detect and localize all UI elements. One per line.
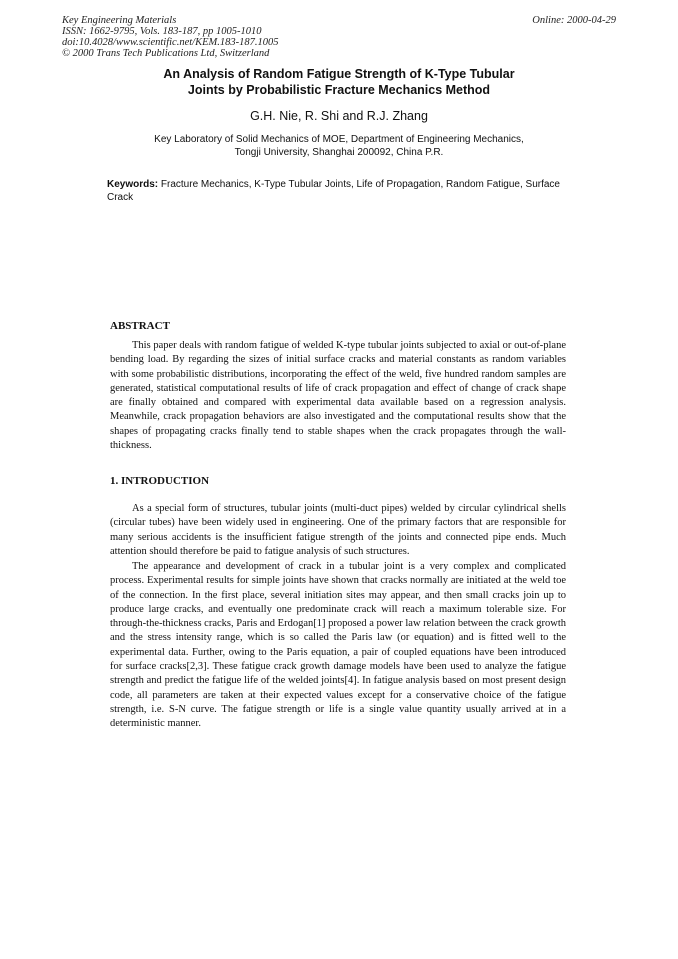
title-line-2: Joints by Probabilistic Fracture Mechanics Method xyxy=(187,83,491,97)
affiliation-line-1: Key Laboratory of Solid Mechanics of MOE, Department of Engineering Mechanics, xyxy=(154,134,524,145)
journal-issn: ISSN: 1662-9795, Vols. 183-187, pp 1005-1010 xyxy=(62,26,262,37)
title-line-1: An Analysis of Random Fatigue Strength of K-Type Tubular xyxy=(163,67,515,81)
journal-doi: doi:10.4028/www.scientific.net/KEM.183-187.1005 xyxy=(62,37,279,48)
affiliation xyxy=(0,133,678,159)
abstract-text: This paper deals with random fatigue of welded K-type tubular joints subjected to axial or out-of-plane bending load. By regarding the sizes of initial surface cracks and material constants as random variables with some probabilistic distributions, incorporating the effect of the weld, five hundred random samples are generated, statistical computational results of life of crack propagation and effect of change of crack shape are finally obtained and compared with experimental data available based on a regression analysis. Meanwhile, crack propagation behaviors are also investigated and the computational results show that the shapes of propagating cracks finally tend to stable shapes when the crack propagates through the wall-thickness. xyxy=(110,340,566,452)
intro-paragraph-1: As a special form of structures, tubular joints (multi-duct pipes) welded by circular cylindrical shells (circular tubes) have been widely used in engineering. One of the primary factors that are responsible for many serious accidents is the insufficient fatigue strength of the joints and connected pipe ends. Much attention should therefore be paid to fatigue analysis of such structures. xyxy=(110,503,566,557)
abstract-heading: ABSTRACT xyxy=(110,320,170,332)
journal-copyright: © 2000 Trans Tech Publications Ltd, Switzerland xyxy=(62,48,270,59)
journal-name: Key Engineering Materials xyxy=(62,15,177,26)
authors: G.H. Nie, R. Shi and R.J. Zhang xyxy=(250,109,428,123)
journal-info xyxy=(62,15,279,59)
paper-title xyxy=(0,66,678,98)
introduction-heading: 1. INTRODUCTION xyxy=(110,475,210,487)
keywords-text: Fracture Mechanics, K-Type Tubular Joints, Life of Propagation, Random Fatigue, Surface Crack xyxy=(107,179,560,203)
keywords xyxy=(107,178,577,204)
intro-paragraph-2: The appearance and development of crack in a tubular joint is a very complex and complicated process. Experimental results for simple joints have shown that cracks normally are initiated at the weld toe of the connection. In the first place, several initiation sites may appear, and then small cracks join up to produce large cracks, and eventually one predominate crack will reach a maximum tolerable size. For through-the-thickness cracks, Paris and Erdogan[1] proposed a power law relation between the crack growth and the stress intensity range, which is so called the Paris law (or equation) and is fitted well to the experimental data. Further, owing to the Paris equation, a pair of coupled equations have been introduced for surface cracks[2,3]. These fatigue crack growth damage models have been used to analyze the fatigue strength and predict the fatigue life of the welded joints[4]. In fatigue analysis based on most present design code, all parameters are taken at their expected values except for a conservative choice of the fatigue strength, i.e. S-N curve. The fatigue strength or life is a single value quantity usually arrived at in a deterministic manner. xyxy=(110,561,567,730)
affiliation-line-2: Tongji University, Shanghai 200092, China P.R. xyxy=(234,147,444,158)
keywords-label: Keywords: xyxy=(107,179,159,190)
online-date: Online: 2000-04-29 xyxy=(532,15,616,26)
